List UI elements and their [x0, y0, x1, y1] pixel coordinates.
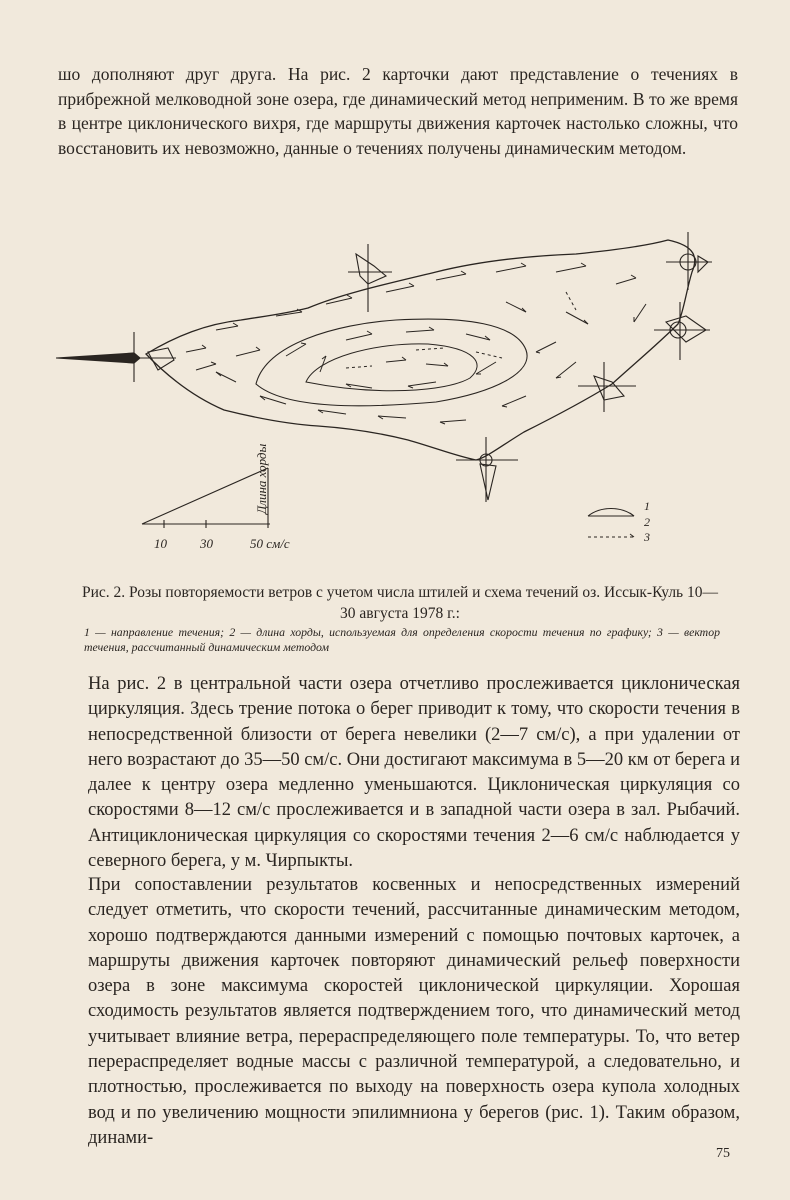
body-paragraph-1: На рис. 2 в центральной части озера отчетливо прослеживается циклоническая циркуляция. Здесь трение потока о берег приводит к тому, что скорости течения в непосредственной близости от берега невелики (2—7 см/с), а при удалении от него возрастают до 35—50 см/с. Они достигают максимума в 5—20 км от берега и далее к центру озера медленно уменьшаются. Циклоническая циркуляция со скоростями 8—12 см/с прослеживается и в западной части озера в зал. Рыбачий. Антициклоническая циркуляция со скоростями течения 2—6 см/с наблюдается у северного берега, у м. Чирпыкты. — [88, 674, 740, 872]
scale-tick-30: 30 — [200, 536, 213, 551]
body-paragraph-2: При сопоставлении результатов косвенных и непосредственных измерений следует отметить, что скорости течений, рассчитанные динамическим методом, хорошо подтверждаются данными измерений с помощью почтовых карточек, а маршруты движения карточек повторяют динамический рельеф поверхности озера в зоне максимума скоростей циклонической циркуляции. Хорошая сходимость результатов является подтверждением того, что динамический метод учитывает влияние ветра, перераспределяющего поле температуры. То, что ветер перераспределяет водные массы с различной температурой, а следовательно, и плотностью, прослеживается по выходу на поверхность озера купола холодных вод и по увеличению мощности эпилимниона у берегов (рис. 1). Таким образом, динами- — [88, 875, 740, 1148]
figure-legend-text: 1 — направление течения; 2 — длина хорды, используемая для определения скорости течения по графику; 3 — вектор течения, рассчитанный динамическим методом — [84, 625, 720, 654]
intro-paragraph: шо дополняют друг друга. На рис. 2 карточки дают представление о течениях в прибрежной мелководной зоне озера, где динамический метод неприменим. В то же время в центре циклонического вихря, где маршруты движения карточек настолько сложны, что восстановить их невозможно, данные о течениях получены динамическим методом. — [58, 64, 738, 158]
dynamic-vectors — [346, 292, 576, 368]
legend-num-2: 2 — [644, 515, 650, 529]
scale-label: Длина хорды — [254, 443, 269, 514]
page-number: 75 — [716, 1146, 730, 1161]
wind-roses — [56, 232, 712, 502]
legend-num-1: 1 — [644, 499, 650, 513]
figure-caption: Рис. 2. Розы повторяемости ветров с учетом числа штилей и схема течений оз. Иссык-Куль 10—30 августа 1978 г.: — [81, 584, 718, 622]
legend-num-3: 3 — [644, 530, 650, 544]
lake-shoreline — [146, 240, 695, 460]
lake-map-svg — [56, 232, 736, 562]
scale-tick-10: 10 — [154, 536, 167, 551]
legend-symbols — [588, 509, 634, 538]
scale-tick-50: 50 см/с — [250, 536, 290, 551]
chord-scale-graph — [142, 468, 270, 528]
lake-current-figure — [56, 232, 736, 562]
